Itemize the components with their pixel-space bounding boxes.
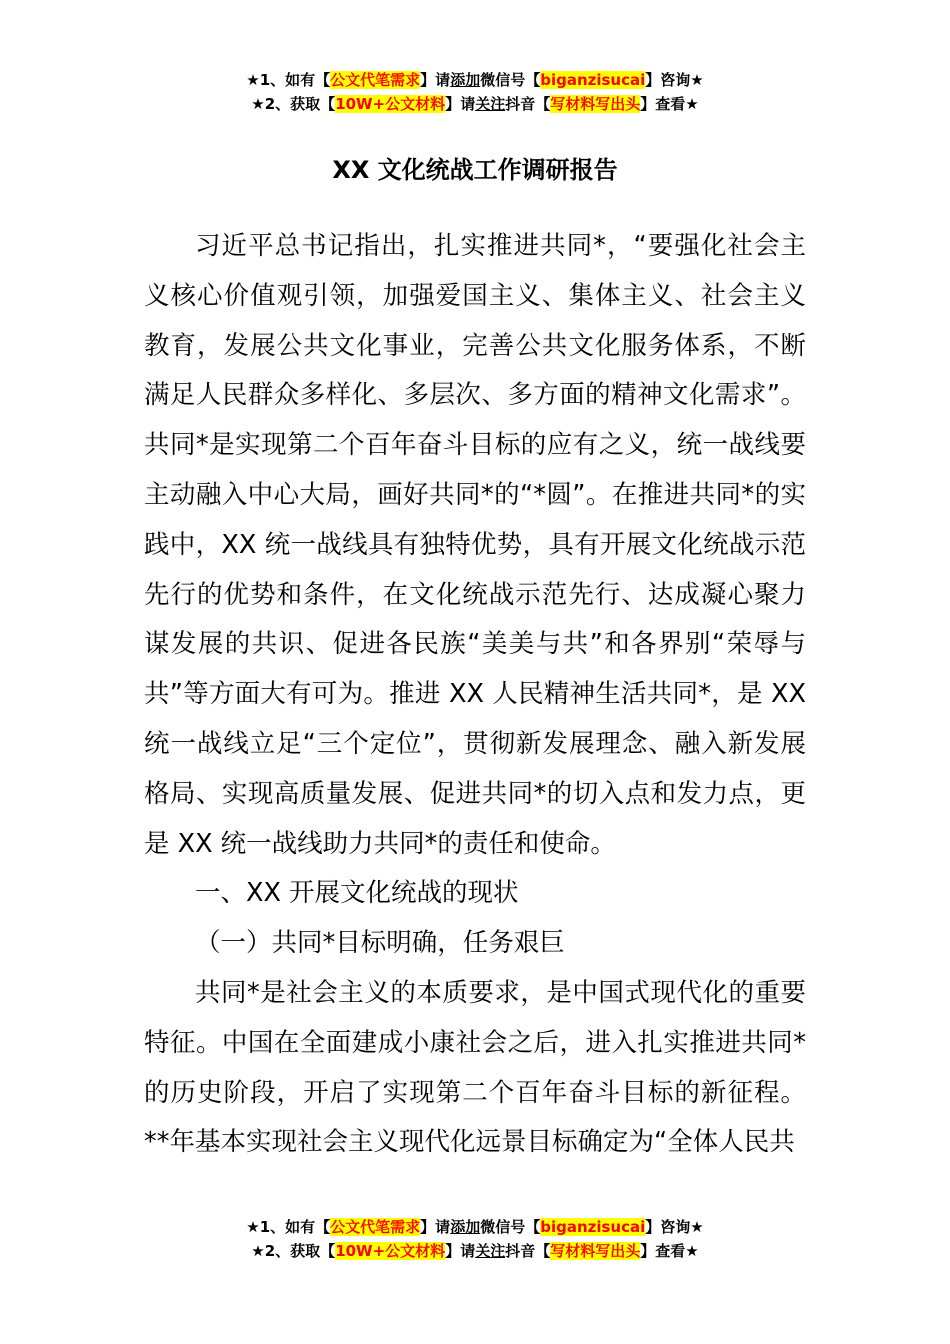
banner-highlight-writing-service: 公文代笔需求 [330, 71, 421, 89]
banner-line-2-middle-2: 抖音【 [505, 95, 551, 113]
banner-line-1-prefix: ★1、如有【 [246, 71, 331, 89]
banner-highlight-wechat-id: biganzisucai [540, 71, 646, 89]
footer-banner [0, 1215, 950, 1263]
banner-line-1-suffix: 】咨询★ [645, 71, 704, 89]
subsection-heading-1: （一）共同*目标明确，任务艰巨 [195, 928, 565, 959]
footer-line-2-suffix: 】查看★ [640, 1242, 699, 1260]
banner-line-2-suffix: 】查看★ [640, 95, 699, 113]
banner-highlight-materials: 10W+公文材料 [335, 95, 446, 113]
footer-line-1-suffix: 】咨询★ [645, 1218, 704, 1236]
body-paragraph: 共同*是社会主义的本质要求，是中国式现代化的重要特征。中国在全面建成小康社会之后，进入扎实推进共同*的历史阶段，开启了实现第二个百年奋斗目标的新征程。**年基本实现社会主义现代化远景目标确定为“全体人民共 [144, 977, 806, 1158]
footer-banner-line-2 [0, 1239, 950, 1263]
footer-line-2-middle-2: 抖音【 [505, 1242, 551, 1260]
footer-highlight-wechat-id: biganzisucai [540, 1218, 646, 1236]
footer-line-1-middle: 】请 [420, 1218, 451, 1236]
footer-highlight-materials: 10W+公文材料 [335, 1242, 446, 1260]
footer-line-2-middle: 】请 [445, 1242, 476, 1260]
intro-paragraph: 习近平总书记指出，扎实推进共同*，“要强化社会主义核心价值观引领，加强爱国主义、集体主义、社会主义教育，发展公共文化事业，完善公共文化服务体系，不断满足人民群众多样化、多层次、多方面的精神文化需求”。共同*是实现第二个百年奋斗目标的应有之义，统一战线要主动融入中心大局，画好共同*的“*圆”。在推进共同*的实践中，XX 统一战线具有独特优势，具有开展文化统战示范先行的优势和条件，在文化统战示范先行、达成凝心聚力谋发展的共识、促进各民族“美美与共”和各界别“荣辱与共”等方面大有可为。推进 XX 人民精神生活共同*，是 XX 统一战线立足“三个定位”，贯彻新发展理念、融入新发展格局、实现高质量发展、促进共同*的切入点和发力点，更是 XX 统一战线助力共同*的责任和使命。 [144, 231, 806, 859]
footer-highlight-douyin-account: 写材料写出头 [550, 1242, 641, 1260]
banner-underline-follow: 关注 [475, 95, 506, 113]
footer-banner-line-1 [0, 1215, 950, 1239]
banner-underline-add: 添加 [450, 71, 481, 89]
banner-line-1-middle-2: 微信号【 [480, 71, 541, 89]
banner-line-2-prefix: ★2、获取【 [251, 95, 336, 113]
section-heading-1: 一、XX 开展文化统战的现状 [195, 878, 519, 909]
header-banner [0, 68, 950, 116]
banner-line-2 [0, 92, 950, 116]
footer-line-1-prefix: ★1、如有【 [246, 1218, 331, 1236]
document-body [144, 222, 806, 1168]
banner-line-1-middle: 】请 [420, 71, 451, 89]
footer-underline-add: 添加 [450, 1218, 481, 1236]
footer-line-1-middle-2: 微信号【 [480, 1218, 541, 1236]
footer-underline-follow: 关注 [475, 1242, 506, 1260]
banner-highlight-douyin-account: 写材料写出头 [550, 95, 641, 113]
document-title: XX 文化统战工作调研报告 [332, 156, 618, 184]
footer-highlight-writing-service: 公文代笔需求 [330, 1218, 421, 1236]
banner-line-2-middle: 】请 [445, 95, 476, 113]
footer-line-2-prefix: ★2、获取【 [251, 1242, 336, 1260]
banner-line-1 [0, 68, 950, 92]
